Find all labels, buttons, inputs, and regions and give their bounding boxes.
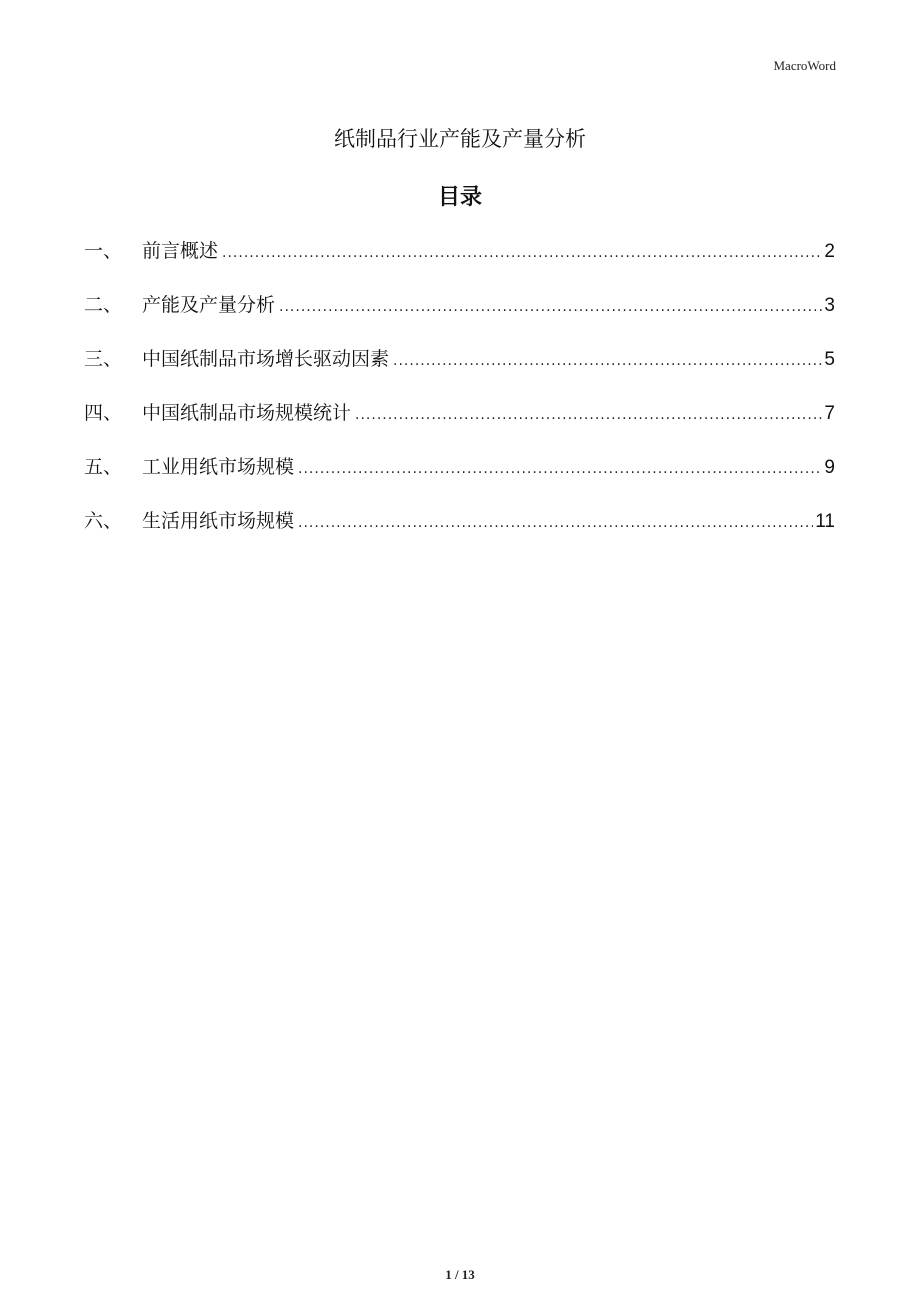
- header-brand: MacroWord: [773, 58, 836, 73]
- toc-entry-4[interactable]: [84, 398, 835, 452]
- toc-entry-number: 三、: [84, 348, 123, 370]
- toc-entry-number: 一、: [84, 240, 123, 262]
- toc-entry-page: 9: [824, 457, 835, 478]
- toc-entry-title: 产能及产量分析: [142, 294, 276, 316]
- toc-entry-title: 前言概述: [142, 240, 219, 262]
- toc-entry-2[interactable]: [84, 290, 835, 344]
- toc-dot-leader: [222, 245, 822, 261]
- toc-dot-leader: [355, 407, 822, 423]
- toc-entry-title: 中国纸制品市场规模统计: [142, 402, 352, 424]
- toc-entry-5[interactable]: [84, 452, 835, 506]
- toc-entry-title: 工业用纸市场规模: [142, 456, 295, 478]
- toc-entry-page: 11: [815, 511, 835, 532]
- toc-dot-leader: [393, 353, 822, 369]
- toc-entry-page: 3: [824, 295, 835, 316]
- toc-entry-number: 二、: [84, 294, 123, 316]
- toc-dot-leader: [279, 299, 822, 315]
- toc-entry-page: 2: [824, 241, 835, 262]
- toc-entry-number: 四、: [84, 402, 123, 424]
- document-title: 纸制品行业产能及产量分析: [334, 127, 586, 151]
- toc-entry-title: 生活用纸市场规模: [142, 510, 295, 532]
- toc-entry-page: 5: [824, 349, 835, 370]
- toc-heading: 目录: [437, 185, 482, 210]
- toc-dot-leader: [298, 515, 813, 531]
- toc-entry-page: 7: [824, 403, 835, 424]
- page-indicator: 1 / 13: [445, 1267, 475, 1282]
- toc-entry-title: 中国纸制品市场增长驱动因素: [142, 348, 390, 370]
- toc-entry-number: 五、: [84, 456, 123, 478]
- table-of-contents: [84, 236, 835, 560]
- toc-dot-leader: [298, 461, 822, 477]
- toc-entry-3[interactable]: [84, 344, 835, 398]
- toc-entry-1[interactable]: [84, 236, 835, 290]
- toc-entry-6[interactable]: [84, 506, 835, 560]
- toc-entry-number: 六、: [84, 510, 123, 532]
